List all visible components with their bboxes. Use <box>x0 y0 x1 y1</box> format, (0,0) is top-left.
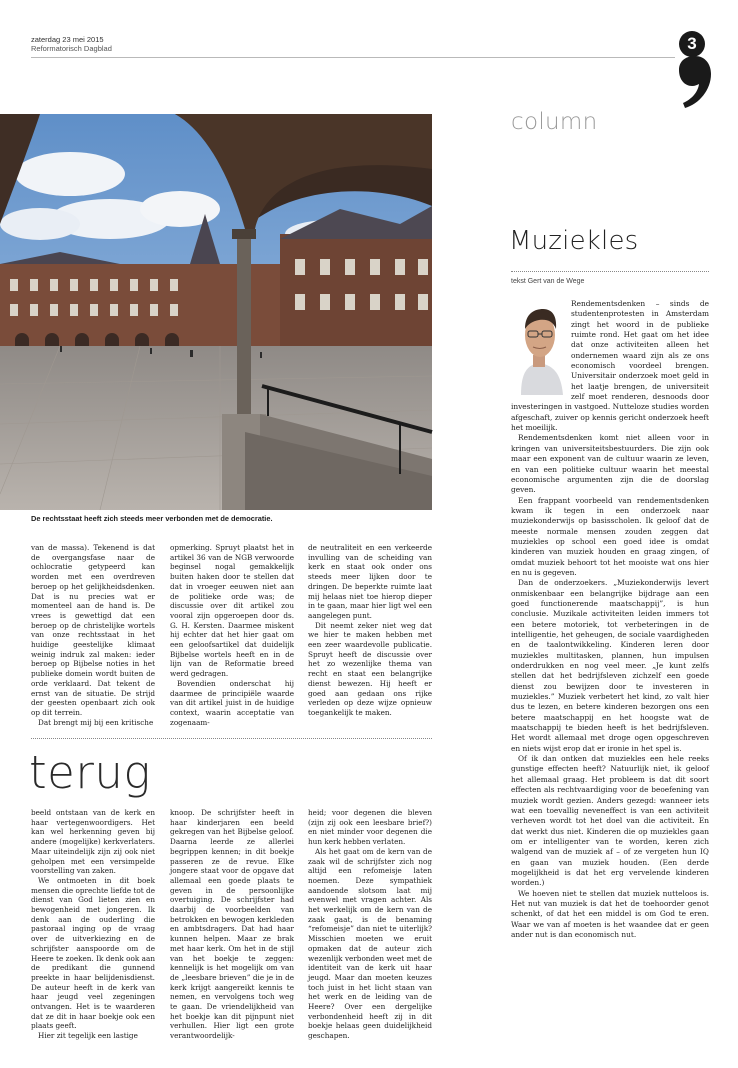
paragraph: Dit neemt zeker niet weg dat we hier te maken hebben met een zeer waardevolle publicatie. Spruyt heeft de discussie over het zo wezenlijke thema van recht en staat een belangrijke dienst bewezen. Hij heeft er goed aan gedaan ons rijke verleden op deze wijze opnieuw toegankelijk te maken. <box>308 620 432 717</box>
paragraph: van de massa). Tekenend is dat de overgangsfase naar de ochlocratie getypeerd kan worden met een overdreven beroep op het gelijkheidsdenken. Dat is nu precies wat er momenteel aan de hand is. De vrees is gewettigd dat een beroep op de christelijke wortels van onze rechtsstaat in het huidige geestelijke klimaat weinig indruk zal maken: ieder beroep op Bijbelse noties in het publieke domein wordt buiten de orde verklaard. Dat tekent de ernst van de situatie. De strijd der geesten openbaart zich ook op dit terrein. <box>31 543 155 717</box>
paragraph: Een frappant voorbeeld van rendementsdenken kwam ik tegen in een onderzoek naar muziekonderwijs op basisscholen. Ik geloof dat de meeste normale mensen zouden zeggen dat muziekles op school een goed idee is omdat kinderen van muziek houden en graag zingen, of omdat muziek behoort tot het mooiste wat ons hier en nu is gegeven. <box>511 495 709 577</box>
newspaper-name: Reformatorisch Dagblad <box>31 44 112 53</box>
article-column-3 <box>308 543 432 723</box>
paragraph: Rendementsdenken – sinds de studentenprotesten in Amsterdam zingt het woord in de publieke ruimte rond. Het gaat om het idee dat onze activiteiten alleen het ondernemen waard zijn als ze ons economisch voordeel brengen. Universitair onderzoek moet geld in het laatje brengen, de universiteit zelf moet renderen, desnoods door investeringen in vastgoed. Nutteloze studies worden afgeschaft, zuiver op kennis gericht onderzoek heeft het moeilijk. <box>511 299 709 433</box>
title-divider <box>511 271 709 272</box>
column-body <box>511 299 709 1031</box>
article-column-1 <box>31 543 155 727</box>
section-divider <box>31 738 432 739</box>
paragraph: We hoeven niet te stellen dat muziek nutteloos is. Het nut van muziek is dat het de toehoorder genot schenkt, of dat het een middel is om God te eren. Waar we van af moeten is het waandee dat er geen ander nut is dan economisch nut. <box>511 888 709 939</box>
paragraph: Rendementsdenken komt niet alleen voor in kringen van universiteitsbestuurders. Die zijn ook maar een exponent van de cultuur waarin ze leven, en van een politieke cultuur waarin het meestal economische argumenten zijn die de doorslag geven. <box>511 433 709 495</box>
paragraph: beeld ontstaan van de kerk en haar vertegenwoordigers. Het kan wel herkenning geven bij andere (mogelijke) kerkverlaters. Maar uiteindelijk zijn zij ook niet geholpen met een versimpelde voorstelling van zaken. <box>31 808 155 876</box>
column-title: Muziekles <box>509 226 639 256</box>
paragraph: knoop. De schrijfster heeft in haar kinderjaren een beeld gekregen van het Bijbelse geloof. Daarna leerde ze allerlei begrippen kennen; in dit boekje passeren ze de revue. Elke jongere staat voor de opgave dat allemaal een goede plaats te geven in de persoonlijke overtuiging. De schrijfster had daarbij de voorbeelden van betrokken en bewogen kerkleden en ambtsdragers. Dat had haar kunnen helpen. Maar ze brak met haar kerk. Om het in de stijl van het boekje te zeggen: kennelijk is het mogelijk om van de „leesbare brieven” die je in de kerk krijgt aangereikt kennis te nemen, en vervolgens toch weg te gaan. De vriendelijkheid van het boekje kan dit pijnpunt niet verhullen. Hier ligt een grote verantwoordelijk- <box>170 808 294 1041</box>
paragraph: de neutraliteit en een verkeerde invulling van de scheiding van kerk en staat ook onder ons steeds meer lijken door te dringen. De beperkte ruimte laat mij helaas niet toe hierop dieper in te gaan, maar hier ligt wel een aangelegen punt. <box>308 543 432 620</box>
author-portrait <box>511 299 571 399</box>
photo-caption: De rechtsstaat heeft zich steeds meer verbonden met de democratie. <box>31 514 273 523</box>
paragraph: Dan de onderzoekers. „Muziekonderwijs levert onmiskenbaar een belangrijke bijdrage aan een goed functionerende maatschappij”, is hun conclusie. Muzikale activiteiten leiden immers tot een betere motoriek, tot verbeteringen in de intelligentie, het geheugen, de sociale vaardigheden en de taalontwikkeling. Kinderen leren door muziekles multitasken, plannen, hun impulsen onderdrukken en nog veel meer. „Je kunt zelfs stellen dat het bedrijfsleven zichzelf een goede dienst zou bewijzen door te investeren in muziekles.” Muziek verbetert het kind, zo valt hier dus te lezen, en betere kinderen bezorgen ons een betere maatschappij en het hoogste wat de maatschappij te bieden heeft is het bedrijfsleven. Het wordt allemaal met droge ogen opgeschreven en niets wijst erop dat er ironie in het spel is. <box>511 578 709 753</box>
section-label: column <box>511 109 598 135</box>
paragraph: Hier zit tegelijk een lastige <box>38 1031 138 1041</box>
paragraph: Als het gaat om de kern van de zaak wil de schrijfster zich nog altijd een refomeisje laten noemen. Deze sympathiek aandoende slotsom laat mij evenwel met vragen achter. Als het werkelijk om de kern van de zaak gaat, is de benaming “refomeisje” dan niet te uiterlijk? Misschien moeten we eruit opmaken dat de auteur zich wezenlijk verbonden weet met de identiteit van de kerk uit haar jeugd. Maar dan moeten keuzes toch juist in het licht staan van het werk en de leiding van de Heere? Over een dergelijke verbondenheid heeft zij in dit boekje helaas geen duidelijkheid geschapen. <box>308 846 432 1041</box>
paragraph: opmerking. Spruyt plaatst het in artikel 36 van de NGB verwoorde beginsel nogal gemakkelijk buiten haken door te stellen dat dat in vroeger eeuwen niet aan de politieke orde was; de discussie over dit artikel zou vooral zijn opgeroepen door ds. G. H. Kersten. Daarmee miskent hij echter dat het hier gaat om een geloofsartikel dat duidelijk Bijbelse wortels heeft en in de lijn van de Reformatie breed werd gedragen. <box>170 543 294 679</box>
article-heading: terug <box>29 746 151 799</box>
portrait-image <box>511 299 567 395</box>
comma-logo-icon <box>673 56 713 116</box>
page-number-badge: 3 <box>679 31 705 57</box>
header-rule <box>31 57 675 58</box>
paragraph: heid; voor degenen die bleven (zijn zij ook een leesbare brief?) en niet minder voor degenen die hun kerk hebben verlaten. <box>308 808 432 847</box>
paragraph: Bovendien onderschat hij daarmee de principiële waarde van dit artikel juist in de huidige context, waarin acceptatie van zogenaam- <box>170 678 294 727</box>
terug-column-1 <box>31 808 155 1041</box>
paragraph: We ontmoeten in dit boek mensen die oprechte liefde tot de dienst van God lieten zien en bewogenheid met jongeren. Ik denk aan de ouderling die pastoraal inging op de vraag over de uitverkiezing en de schrijfster aanspoorde om de Heere te zoeken. Ik denk ook aan de predikant die gunnend preekte in haar belijdenisdienst. De auteur heeft in de kerk van haar jeugd veel zegeningen ontvangen. Het is te waarderen dat ze dit in haar boekje ook een plaats geeft. <box>31 875 155 1031</box>
article-column-2 <box>170 543 294 727</box>
byline: tekst Gert van de Wege <box>511 278 585 285</box>
terug-column-3 <box>308 808 432 1041</box>
paragraph: Of ik dan ontken dat muziekles een hele reeks gunstige effecten heeft? Natuurlijk niet, ik geloof het allemaal graag. Het probleem is dat dit soort effecten als rechtvaardiging voor de beoefening van muziek wordt gezien. Anders gezegd: wanneer iets wat een toevallig neveneffect is van een activiteit verheven wordt tot het doel van die activiteit. En dat werkt dus niet. Kinderen die op muziekles gaan om er intelligenter van te worden, keren zich walgend van de muziek af – of ze vergeten hun IQ en gaan van muziek houden. (Een derde mogelijkheid is dat het erg vervelende kinderen worden.) <box>511 754 709 888</box>
binnenhof-photo <box>0 114 432 510</box>
issue-date: zaterdag 23 mei 2015 <box>31 35 104 44</box>
paragraph: Dat brengt mij bij een kritische <box>38 717 154 727</box>
terug-column-2 <box>170 808 294 1041</box>
